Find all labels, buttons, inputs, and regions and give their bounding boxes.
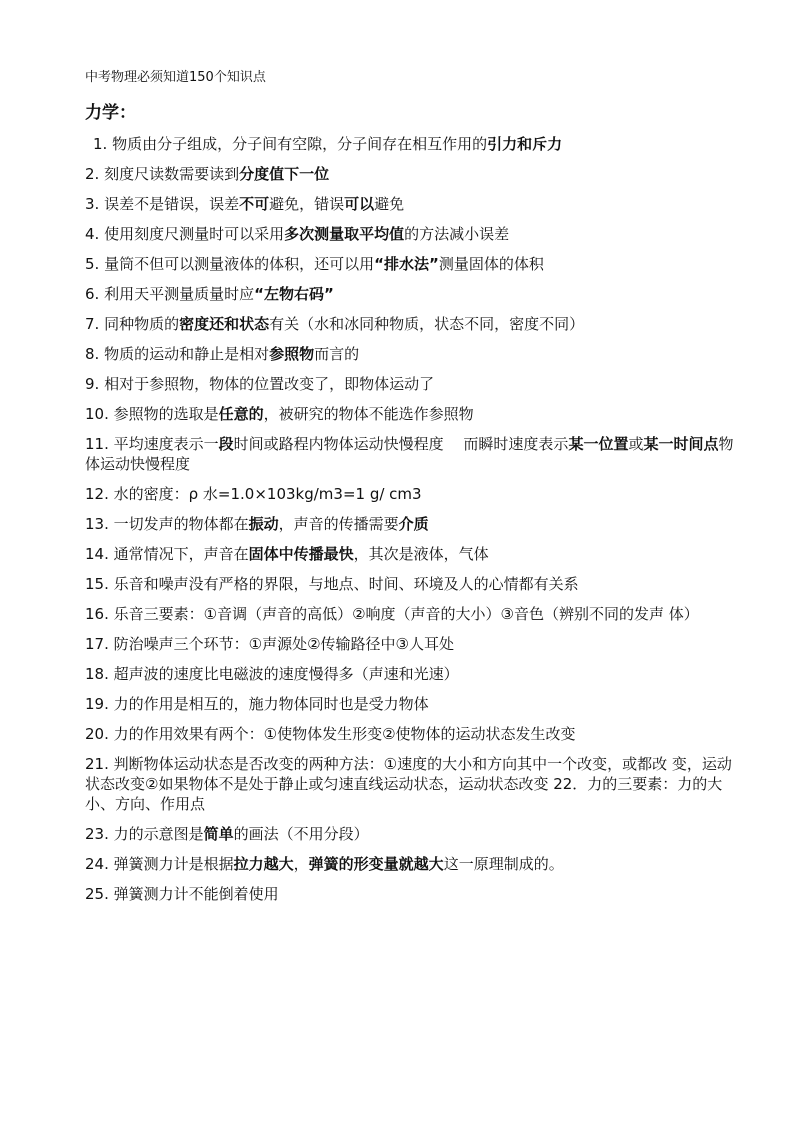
knowledge-point-24	[85, 884, 745, 904]
item-text: 避免，错误	[269, 195, 345, 213]
knowledge-point-14	[85, 544, 745, 564]
item-number: 5.	[85, 255, 105, 273]
item-number: 14.	[85, 545, 114, 563]
knowledge-point-9	[85, 374, 745, 394]
item-text: 弹簧测力计是根据	[113, 855, 234, 873]
bold-keyword: 参照物	[269, 345, 315, 363]
knowledge-point-8	[85, 344, 745, 364]
item-text: 的方法减小误差	[404, 225, 510, 243]
knowledge-point-23	[85, 854, 745, 874]
knowledge-point-4	[85, 224, 745, 244]
item-number: 19.	[85, 695, 114, 713]
knowledge-point-21	[85, 754, 745, 814]
item-number: 20.	[85, 725, 114, 743]
item-number: 2.	[85, 165, 105, 183]
bold-keyword: 不可	[239, 195, 270, 213]
item-text: 力的作用是相互的，施力物体同时也是受力物体	[113, 695, 429, 713]
knowledge-point-13	[85, 514, 745, 534]
bold-keyword: 振动	[248, 515, 279, 533]
section-heading: 力学：	[85, 103, 136, 123]
item-number: 13.	[85, 515, 114, 533]
bold-keyword: 段	[218, 435, 234, 453]
item-text: ，被研究的物体不能选作参照物	[263, 405, 474, 423]
item-number: 8.	[85, 345, 105, 363]
item-number: 1.	[93, 135, 113, 153]
item-text: 乐音和噪声没有严格的界限，与地点、时间、环境及人的心情都有关系	[113, 575, 579, 593]
item-number: 17.	[85, 635, 114, 653]
knowledge-point-11	[85, 434, 745, 474]
item-text: 刻度尺读数需要读到	[104, 165, 240, 183]
item-text: ，	[293, 855, 309, 873]
knowledge-point-19	[85, 694, 745, 714]
knowledge-point-7	[85, 314, 745, 334]
item-text: 误差不是错误，误差	[104, 195, 240, 213]
item-text: 量筒不但可以测量液体的体积，还可以用	[104, 255, 375, 273]
item-number: 4.	[85, 225, 105, 243]
item-number: 23.	[85, 825, 114, 843]
item-number: 10.	[85, 405, 114, 423]
knowledge-point-5	[85, 254, 745, 274]
knowledge-point-16	[85, 604, 745, 624]
item-number: 7.	[85, 315, 105, 333]
knowledge-point-17	[85, 634, 745, 654]
bold-keyword: 任意的	[218, 405, 264, 423]
item-number: 6.	[85, 285, 105, 303]
knowledge-point-12	[85, 484, 745, 504]
item-text: 水的密度：ρ 水=1.0×103kg/m3=1 g/ cm3	[113, 485, 422, 503]
item-number: 24.	[85, 855, 114, 873]
item-text: 使用刻度尺测量时可以采用	[104, 225, 285, 243]
item-text: 有关（水和冰同种物质，状态不同，密度不同）	[269, 315, 585, 333]
item-number: 9.	[85, 375, 105, 393]
item-number: 3.	[85, 195, 105, 213]
bold-keyword: “排水法”	[374, 255, 439, 273]
item-text: 一切发声的物体都在	[113, 515, 249, 533]
knowledge-point-18	[85, 664, 745, 684]
knowledge-point-10	[85, 404, 745, 424]
bold-keyword: 密度还和状态	[179, 315, 270, 333]
item-number: 11.	[85, 435, 114, 453]
bold-keyword: 固体中传播最快	[248, 545, 354, 563]
item-text: 同种物质的	[104, 315, 180, 333]
knowledge-point-20	[85, 724, 745, 744]
item-text: 物质的运动和静止是相对	[104, 345, 270, 363]
knowledge-point-1	[85, 134, 745, 154]
item-text: 的画法（不用分段）	[233, 825, 369, 843]
item-text: 相对于参照物，物体的位置改变了，即物体运动了	[104, 375, 435, 393]
knowledge-point-6	[85, 284, 745, 304]
bold-keyword: 可以	[344, 195, 375, 213]
document-title: 中考物理必须知道150个知识点	[85, 70, 266, 85]
item-text: 利用天平测量质量时应	[104, 285, 255, 303]
item-text: 或	[628, 435, 644, 453]
item-number: 15.	[85, 575, 114, 593]
item-text: 乐音三要素：①音调（声音的高低）②响度（声音的大小）③音色（辨别不同的发声 体）	[113, 605, 699, 623]
bold-keyword: 分度值下一位	[239, 165, 330, 183]
item-text: 参照物的选取是	[113, 405, 219, 423]
item-number: 25.	[85, 885, 114, 903]
item-text: 判断物体运动状态是否改变的两种方法：①速度的大小和方向其中一个改变，或都改 变，运动 状态改变②如果物体不是处于静止或匀速直线运动状态，运动状态改变 22．力的三要素：力的大小、方向、作用点	[85, 755, 732, 813]
bold-keyword: 弹簧的形变量就越大	[308, 855, 444, 873]
item-text: 通常情况下，声音在	[113, 545, 249, 563]
item-text: 力的作用效果有两个：①使物体发生形变②使物体的运动状态发生改变	[113, 725, 576, 743]
item-text: ，其次是液体，气体	[353, 545, 489, 563]
item-text: 力的示意图是	[113, 825, 204, 843]
item-text: 时间或路程内物体运动快慢程度 而瞬时速度表示	[233, 435, 569, 453]
item-text: 测量固体的体积	[438, 255, 544, 273]
item-text: 避免	[374, 195, 405, 213]
item-text: 防治噪声三个环节：①声源处②传输路径中③人耳处	[113, 635, 454, 653]
bold-keyword: 多次测量取平均值	[284, 225, 405, 243]
item-text: ，声音的传播需要	[278, 515, 399, 533]
item-text: 物体运动快慢程度	[85, 435, 734, 473]
item-number: 12.	[85, 485, 114, 503]
bold-keyword: 引力和斥力	[487, 135, 563, 153]
item-number: 21.	[85, 755, 114, 773]
knowledge-point-15	[85, 574, 745, 594]
bold-keyword: 某一时间点	[643, 435, 719, 453]
item-text: 物质由分子组成，分子间有空隙，分子间存在相互作用的	[112, 135, 488, 153]
item-number: 16.	[85, 605, 114, 623]
item-text: 弹簧测力计不能倒着使用	[113, 885, 279, 903]
item-text: 这一原理制成的。	[443, 855, 564, 873]
item-text: 而言的	[314, 345, 360, 363]
bold-keyword: 介质	[398, 515, 429, 533]
bold-keyword: 简单	[203, 825, 234, 843]
item-text: 超声波的速度比电磁波的速度慢得多（声速和光速）	[113, 665, 459, 683]
knowledge-point-2	[85, 164, 745, 184]
bold-keyword: “左物右码”	[254, 285, 334, 303]
bold-keyword: 拉力越大	[233, 855, 294, 873]
item-text: 平均速度表示一	[113, 435, 219, 453]
knowledge-point-3	[85, 194, 745, 214]
knowledge-point-22	[85, 824, 745, 844]
bold-keyword: 某一位置	[568, 435, 629, 453]
knowledge-point-list	[85, 134, 745, 914]
item-number: 18.	[85, 665, 114, 683]
